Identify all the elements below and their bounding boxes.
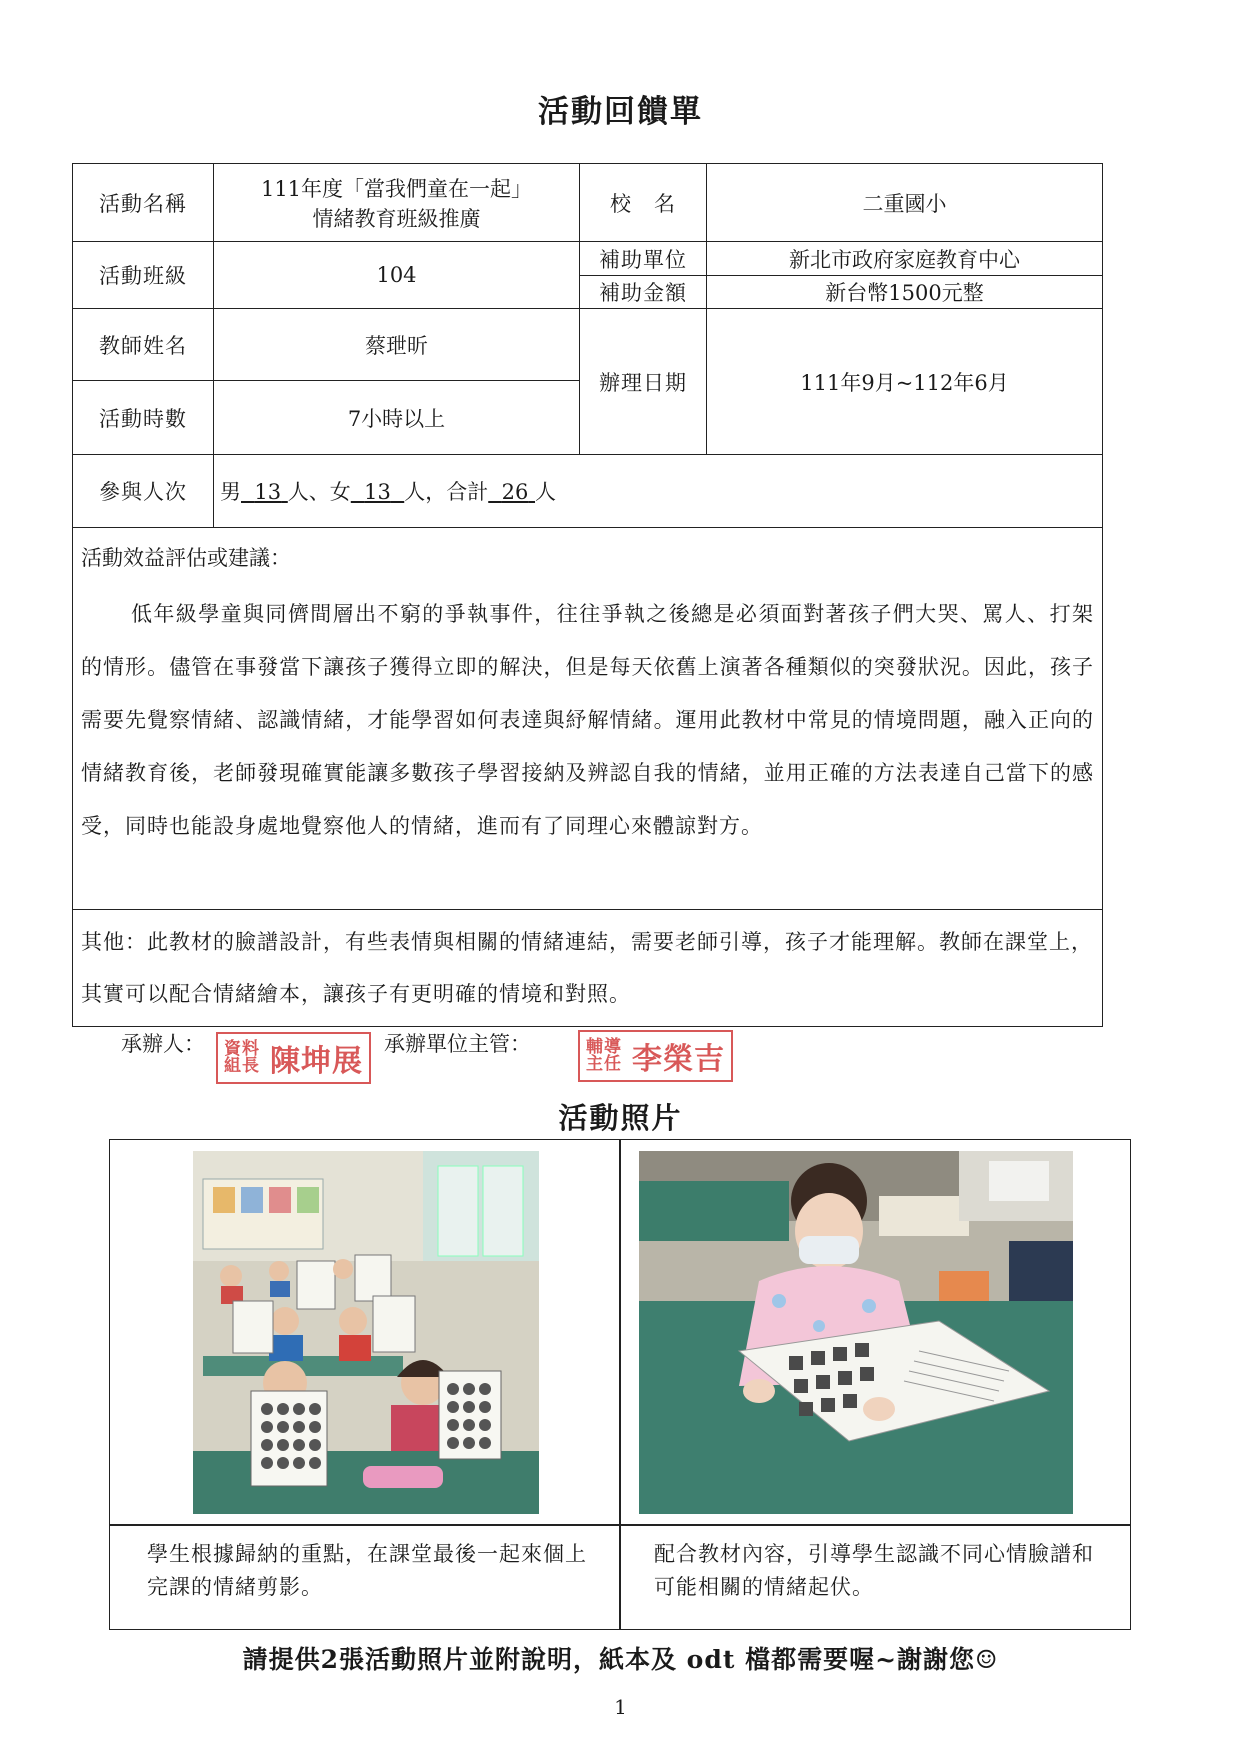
effect-section <box>73 528 1103 910</box>
other-text: 其他：此教材的臉譜設計，有些表情與相關的情緒連結，需要老師引導，孩子才能理解。教師在課堂上，其實可以配合情緒繪本，讓孩子有更明確的情境和對照。 <box>73 910 1103 1027</box>
effect-label: 活動效益評估或建議： <box>81 546 291 570</box>
activity-name-label: 活動名稱 <box>73 164 214 242</box>
school-label: 校 名 <box>580 164 707 242</box>
participants-suffix: 人 <box>535 480 557 504</box>
school-value: 二重國小 <box>707 164 1103 242</box>
handler-label: 承辦人： <box>121 1032 205 1056</box>
activity-name-line1: 111年度「當我們童在一起」 <box>260 176 533 201</box>
supervisor-label: 承辦單位主管： <box>384 1032 531 1056</box>
feedback-form-table <box>72 163 1103 1027</box>
handler-stamp-name: 陳坤展 <box>270 1044 363 1079</box>
amount-value: 新台幣1500元整 <box>707 276 1103 309</box>
class-label: 活動班級 <box>73 242 214 309</box>
sponsor-label: 補助單位 <box>580 242 707 276</box>
handler-stamp <box>216 1032 371 1084</box>
photos-column-divider <box>619 1140 621 1629</box>
document-title: 活動回饋單 <box>538 94 703 130</box>
teacher-value: 蔡玴昕 <box>214 309 580 381</box>
hours-value: 7小時以上 <box>214 381 580 455</box>
date-label: 辦理日期 <box>580 309 707 455</box>
photo-classroom-group <box>193 1151 539 1514</box>
sponsor-value: 新北市政府家庭教育中心 <box>707 242 1103 276</box>
footer-note: 請提供2張活動照片並附說明，紙本及 odt 檔都需要喔~謝謝您☺ <box>242 1645 999 1674</box>
effect-text: 低年級學童與同儕間層出不窮的爭執事件，往往爭執之後總是必須面對著孩子們大哭、罵人、打架的情形。儘管在事發當下讓孩子獲得立即的解決，但是每天依舊上演著各種類似的突發狀況。因此，孩子需要先覺察情緒、認識情緒，才能學習如何表達與紓解情緒。運用此教材中常見的情境問題，融入正向的情緒教育後，老師發現確實能讓多數孩子學習接納及辨認自我的情緒，並用正確的方法表達自己當下的感受，同時也能設身處地覺察他人的情緒，進而有了同理心來體諒對方。 <box>81 602 1094 838</box>
participants-value <box>214 455 1103 528</box>
supervisor-stamp-title: 輔導主任 <box>586 1037 622 1074</box>
caption-right: 配合教材內容，引導學生認識不同心情臉譜和可能相關的情緒起伏。 <box>654 1542 1094 1599</box>
page-number: 1 <box>614 1695 627 1719</box>
female-prefix: 人、女 <box>287 480 351 504</box>
total-count: 26 <box>501 480 529 504</box>
supervisor-stamp-name: 李榮吉 <box>632 1042 725 1077</box>
supervisor-stamp <box>578 1030 733 1082</box>
male-count: 13 <box>254 480 282 504</box>
photo-girl-with-book <box>639 1151 1073 1514</box>
activity-name-value <box>214 164 580 242</box>
class-value: 104 <box>214 242 580 309</box>
total-prefix: 人，合計 <box>404 480 489 504</box>
amount-label: 補助金額 <box>580 276 707 309</box>
male-prefix: 男 <box>220 480 241 504</box>
caption-left: 學生根據歸納的重點，在課堂最後一起來個上完課的情緒剪影。 <box>147 1542 587 1599</box>
photos-title: 活動照片 <box>558 1101 683 1135</box>
teacher-label: 教師姓名 <box>73 309 214 381</box>
hours-label: 活動時數 <box>73 381 214 455</box>
activity-name-line2: 情緒教育班級推廣 <box>312 206 481 231</box>
photos-table <box>109 1139 1131 1630</box>
female-count: 13 <box>364 480 391 504</box>
participants-label: 參與人次 <box>73 455 214 528</box>
date-value: 111年9月~112年6月 <box>707 309 1103 455</box>
handler-stamp-title: 資料組長 <box>224 1039 260 1076</box>
photos-caption-divider <box>110 1524 1130 1526</box>
